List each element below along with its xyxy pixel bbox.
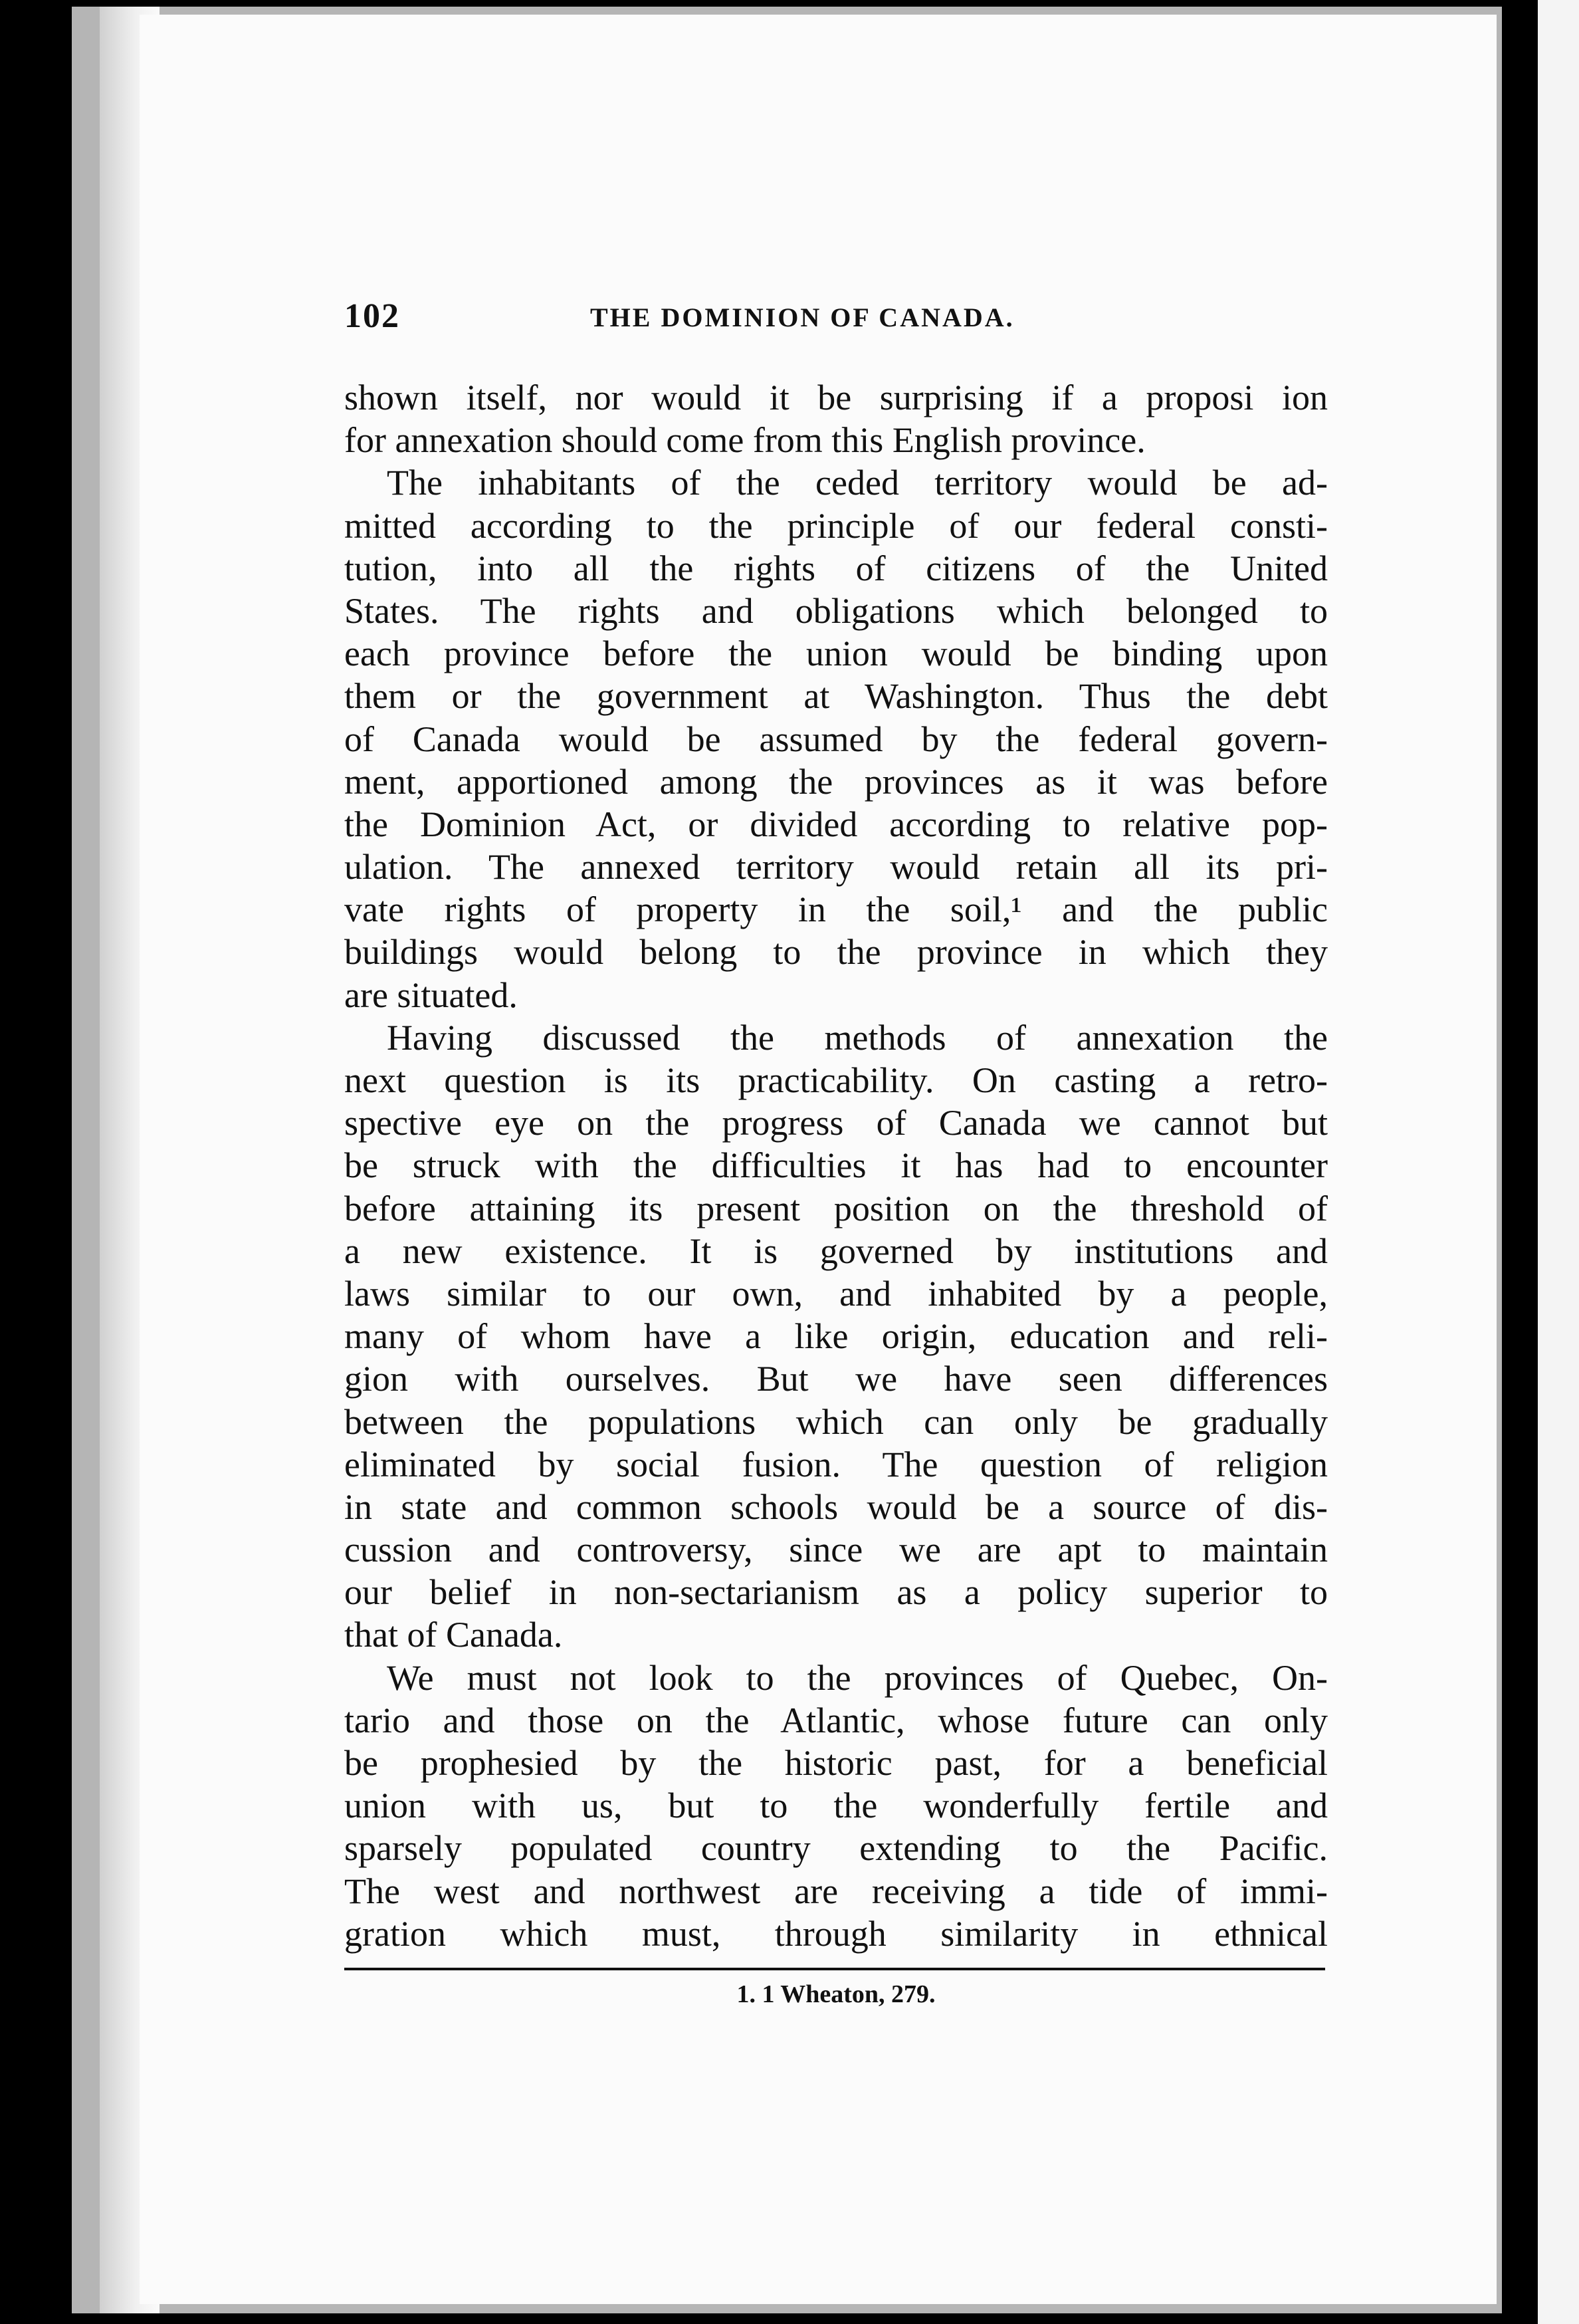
text-line: between the populations which can only be gradually <box>344 1401 1328 1442</box>
text-line: shown itself, nor would it be surprising if a proposi ion <box>344 378 1328 417</box>
text-line: gion with ourselves. But we have seen differences <box>344 1359 1328 1399</box>
text-line: them or the government at Washington. Thus the debt <box>344 676 1328 717</box>
text-line: ment, apportioned among the provinces as it was before <box>344 761 1328 802</box>
text-line: for annexation should come from this English province. <box>344 420 1146 461</box>
text-line: mitted according to the principle of our federal consti- <box>344 505 1328 546</box>
text-line: of Canada would be assumed by the federal govern- <box>344 719 1328 759</box>
text-line: be prophesied by the historic past, for a beneficial <box>344 1743 1328 1783</box>
adjacent-page-edge <box>1528 0 1579 2324</box>
text-line: a new existence. It is governed by institutions and <box>344 1230 1328 1271</box>
text-line: We must not look to the provinces of Quebec, On- <box>387 1657 1328 1698</box>
text-line: be struck with the difficulties it has had to encounter <box>344 1145 1328 1186</box>
text-line: in state and common schools would be a source of dis- <box>344 1486 1328 1527</box>
text-line: States. The rights and obligations which belonged to <box>344 590 1328 631</box>
text-line: eliminated by social fusion. The question of religion <box>344 1444 1328 1484</box>
page-header <box>344 296 1328 336</box>
text-line: sparsely populated country extending to the Pacific. <box>344 1828 1328 1869</box>
text-line: laws similar to our own, and inhabited by a people, <box>344 1273 1328 1314</box>
running-head: THE DOMINION OF CANADA. <box>590 302 1015 332</box>
text-line: vate rights of property in the soil,¹ and the public <box>344 889 1328 930</box>
text-line: next question is its practicability. On casting a retro- <box>344 1060 1328 1100</box>
text-line: the Dominion Act, or divided according to relative pop- <box>344 804 1328 844</box>
text-line: union with us, but to the wonderfully fertile and <box>344 1786 1328 1826</box>
body-text <box>344 376 1328 1955</box>
text-line: ulation. The annexed territory would retain all its pri- <box>344 847 1328 887</box>
text-line: each province before the union would be binding upon <box>344 634 1328 674</box>
text-line: tution, into all the rights of citizens of the United <box>344 548 1328 588</box>
text-line: are situated. <box>344 975 518 1015</box>
text-line: gration which must, through similarity in ethnical <box>344 1913 1328 1954</box>
text-line: The inhabitants of the ceded territory would be ad- <box>387 463 1328 503</box>
footnote: 1. 1 Wheaton, 279. <box>736 1980 936 2008</box>
text-line: before attaining its present position on the threshold of <box>344 1188 1328 1228</box>
text-line: The west and northwest are receiving a tide of immi- <box>344 1871 1328 1911</box>
text-line: cussion and controversy, since we are apt to maintain <box>344 1530 1328 1570</box>
text-line: that of Canada. <box>344 1615 563 1655</box>
text-line: Having discussed the methods of annexation the <box>387 1017 1328 1058</box>
text-line: tario and those on the Atlantic, whose future can only <box>344 1700 1328 1740</box>
text-line: spective eye on the progress of Canada we cannot but <box>344 1103 1328 1143</box>
text-line: our belief in non-sectarianism as a policy superior to <box>344 1572 1328 1613</box>
text-line: many of whom have a like origin, education and reli- <box>344 1316 1328 1357</box>
text-line: buildings would belong to the province in which they <box>344 932 1328 973</box>
footnote-rule <box>344 1968 1325 1970</box>
page-number: 102 <box>344 297 400 335</box>
